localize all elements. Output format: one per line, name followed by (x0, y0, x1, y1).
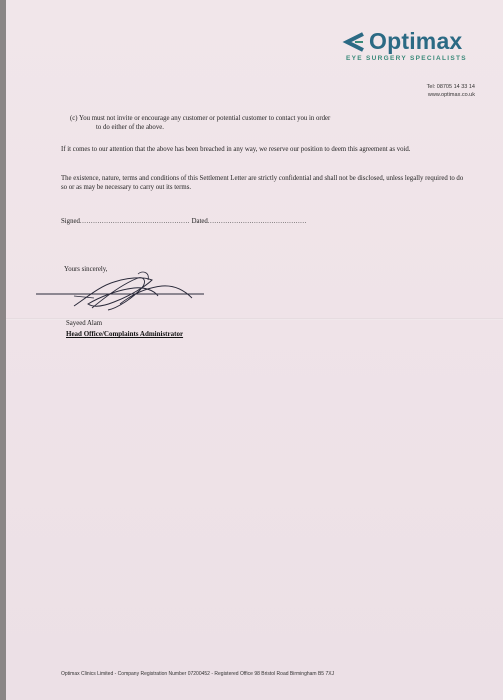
dated-label: Dated (191, 218, 208, 225)
clause-c-line1: (c) You must not invite or encourage any customer or potential customer to contact you in order (70, 115, 331, 122)
confidentiality-paragraph: The existence, nature, terms and conditions of this Settlement Letter are strictly confidential and shall not be disclosed, unless legally required to do so or as may be necessary to carry out its terms. (61, 175, 464, 191)
signer-name: Sayeed Alam (66, 320, 103, 327)
logo-tagline: EYE SURGERY SPECIALISTS (346, 55, 467, 62)
company-footer: Optimax Clinics Limited - Company Registration Number 07200452 - Registered Office 98 Bristol Road Birmingham B5 7XJ (61, 671, 335, 677)
contact-details (427, 83, 475, 99)
clause-c-line2: to do either of the above. (96, 124, 164, 131)
handwritten-signature (34, 268, 209, 328)
logo-wordmark: Optimax (369, 28, 463, 54)
dated-blank: ............................................. (207, 218, 307, 225)
clause-c (70, 114, 470, 132)
signature-date-line (61, 218, 307, 225)
signer-role: Head Office/Complaints Administrator (66, 330, 184, 338)
signed-label: Signed (61, 218, 80, 225)
contact-web: www.optimax.co.uk (427, 92, 475, 98)
contact-tel: Tel: 08705 14 33 14 (426, 84, 475, 90)
signed-blank: .................................................. (79, 218, 190, 225)
optimax-chevron-icon (341, 31, 367, 53)
letter-page (6, 0, 503, 700)
breach-paragraph: If it comes to our attention that the above has been breached in any way, we reserve our position to deem this agreement as void. (61, 146, 411, 153)
company-logo (341, 28, 462, 55)
closing-salutation: Yours sincerely, (64, 266, 108, 273)
